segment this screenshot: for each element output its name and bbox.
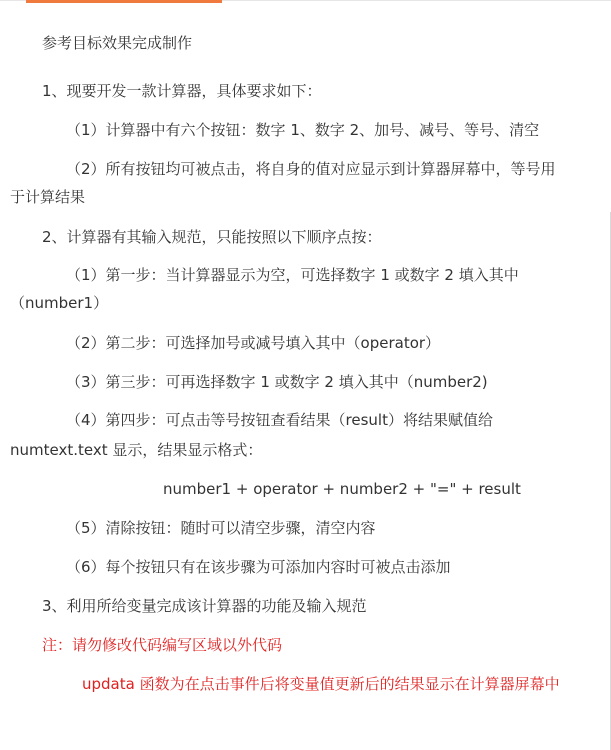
requirement-1-2: （2）所有按钮均可被点击，将自身的值对应显示到计算器屏幕中，等号用	[66, 160, 556, 178]
requirement-3-heading: 3、利用所给变量完成该计算器的功能及输入规范	[42, 597, 367, 615]
requirement-1-2-cont: 于计算结果	[10, 188, 86, 206]
requirement-2-2: （2）第二步：可选择加号或减号填入其中（operator）	[66, 334, 441, 352]
requirement-2-5: （5）清除按钮：随时可以清空步骤，清空内容	[66, 519, 376, 537]
requirement-2-1: （1）第一步：当计算器显示为空，可选择数字 1 或数字 2 填入其中	[66, 266, 519, 284]
requirement-2-3: （3）第三步：可再选择数字 1 或数字 2 填入其中（number2)	[66, 373, 488, 391]
requirement-2-4: （4）第四步：可点击等号按钮查看结果（result）将结果赋值给	[66, 411, 493, 429]
update-function-note: updata 函数为在点击事件后将变量值更新后的结果显示在计算器屏幕中	[82, 675, 560, 693]
requirement-2-1-cont: （number1）	[10, 294, 109, 312]
active-tab-indicator	[26, 0, 222, 3]
requirement-2-heading: 2、计算器有其输入规范，只能按照以下顺序点按：	[42, 228, 382, 246]
requirement-2-6: （6）每个按钮只有在该步骤为可添加内容时可被点击添加	[66, 558, 451, 576]
requirement-1-1: （1）计算器中有六个按钮：数字 1、数字 2、加号、减号、等号、清空	[66, 121, 540, 139]
requirement-1-heading: 1、现要开发一款计算器，具体要求如下：	[42, 82, 322, 100]
result-format: number1 + operator + number2 + "=" + result	[163, 480, 521, 498]
warning-note: 注：请勿修改代码编写区域以外代码	[42, 636, 283, 654]
doc-title: 参考目标效果完成制作	[42, 34, 193, 52]
requirement-2-4-cont: numtext.text 显示，结果显示格式：	[10, 441, 263, 459]
